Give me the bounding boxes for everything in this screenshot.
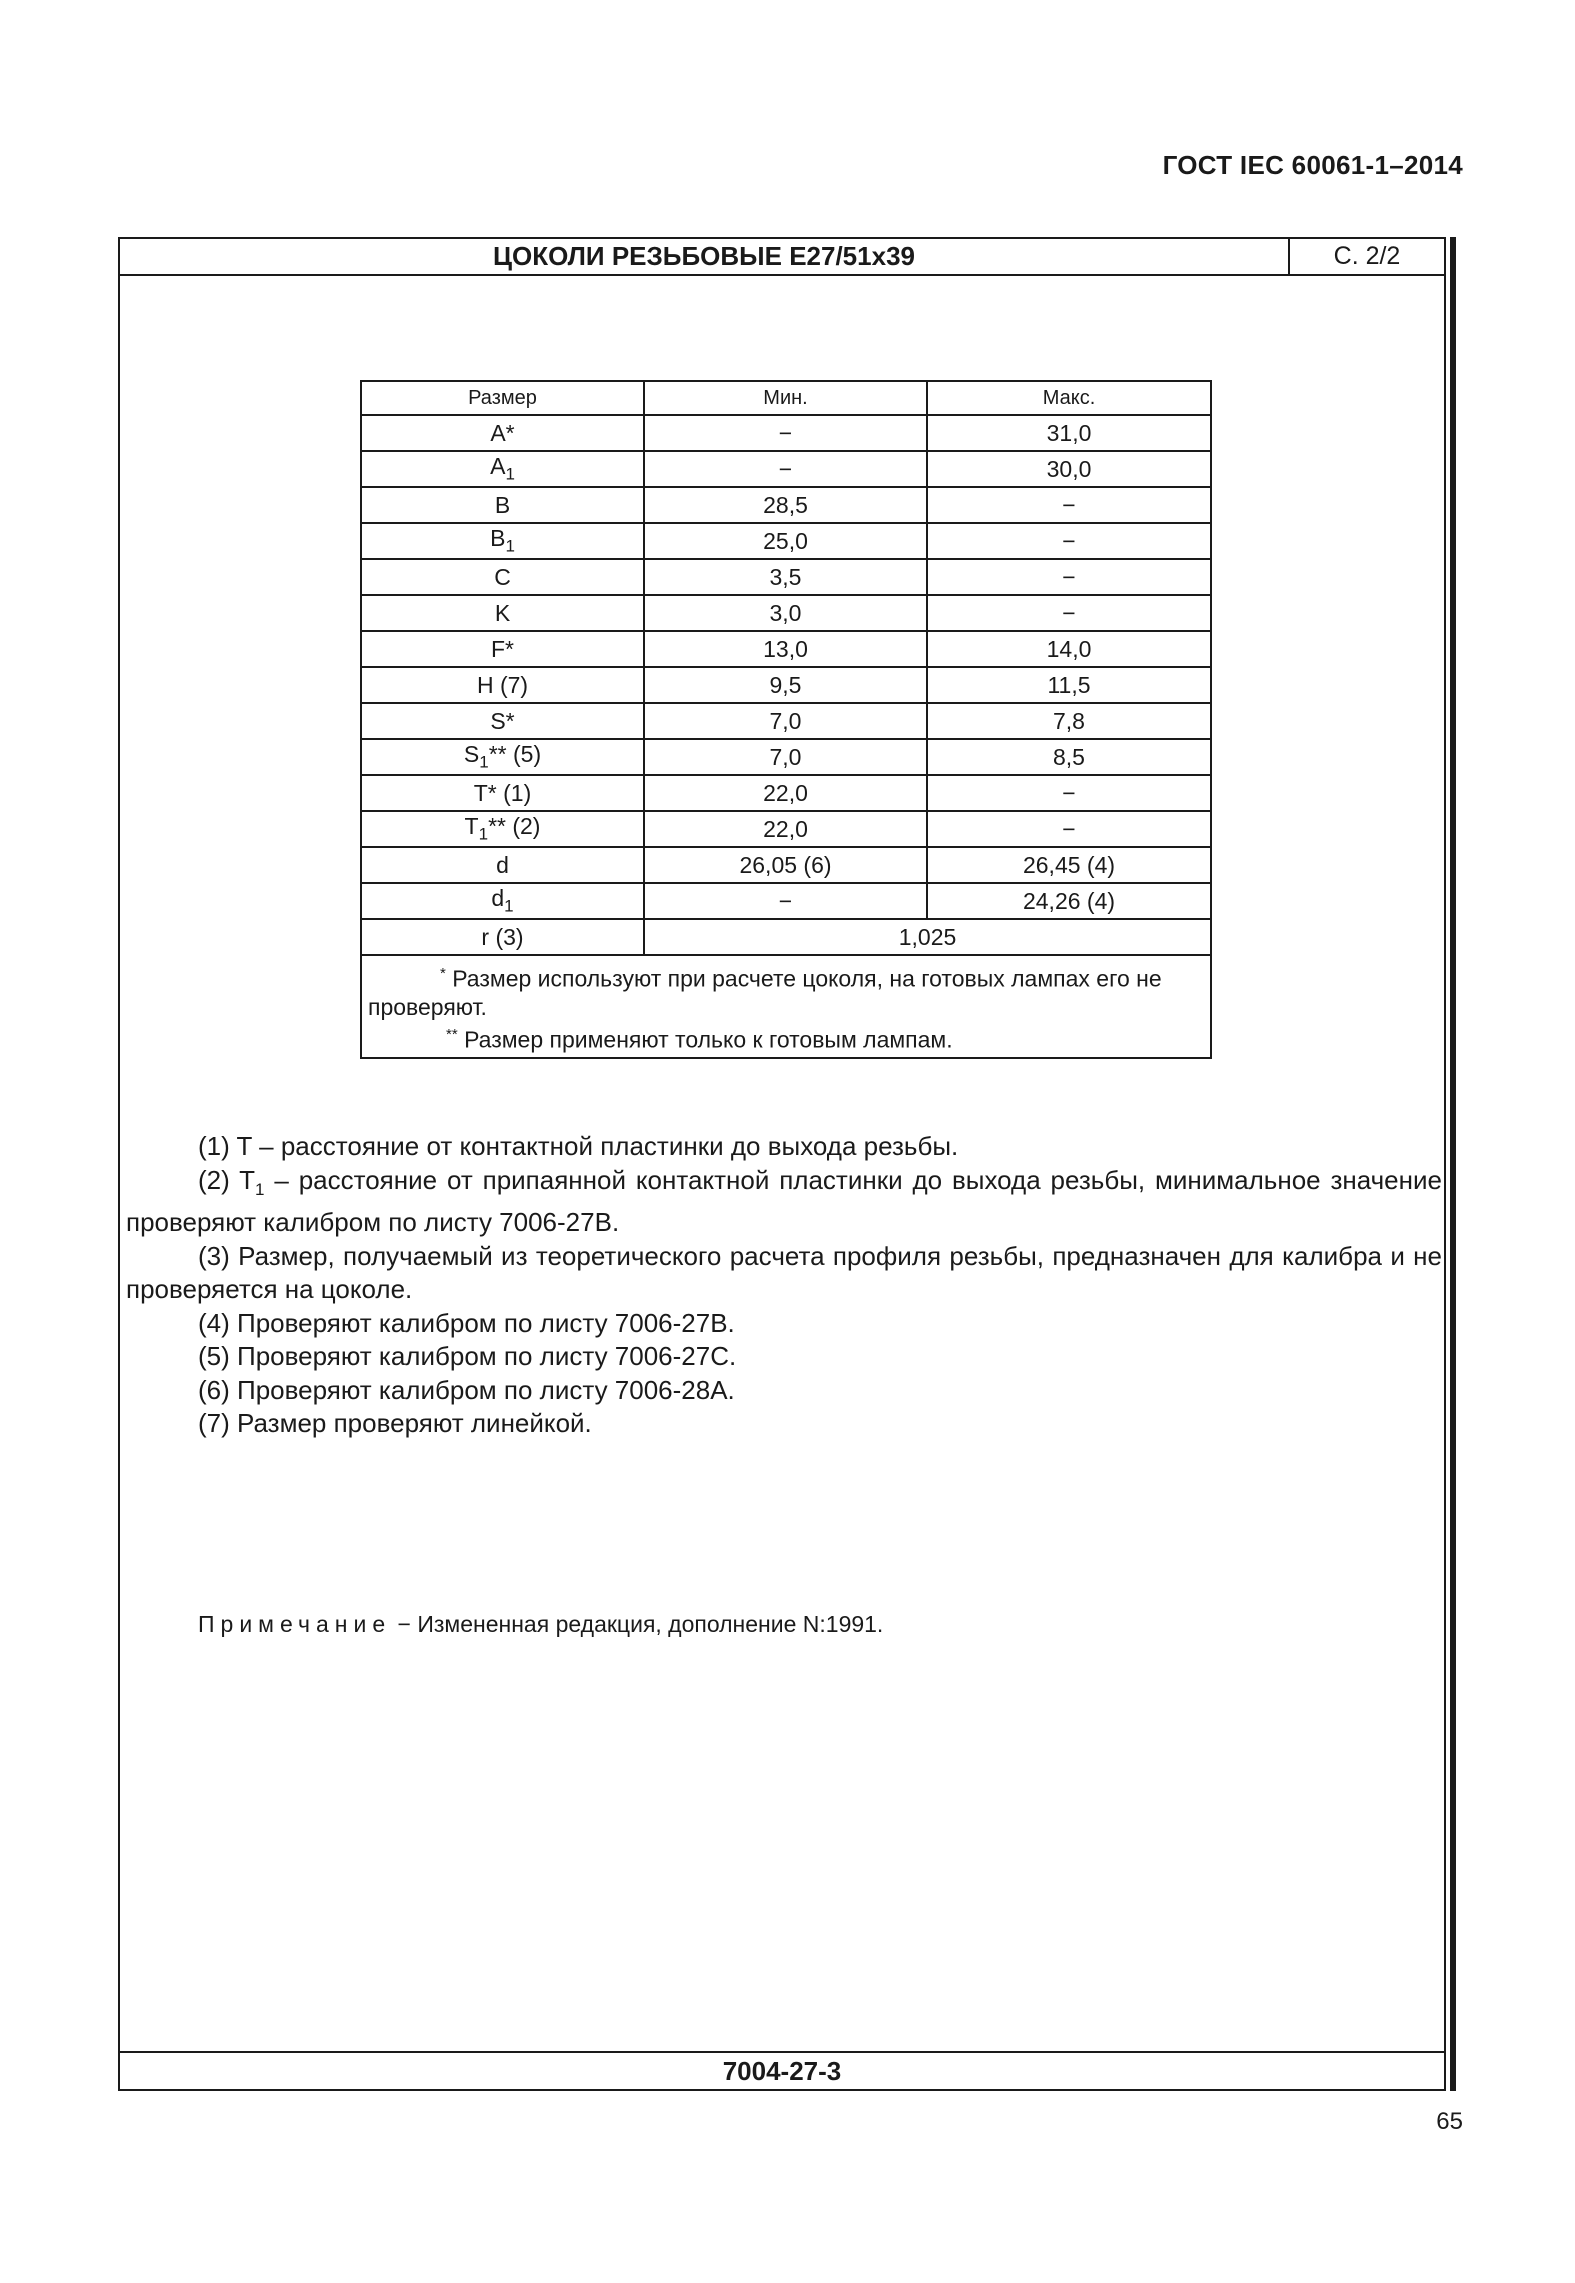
cell-max: − <box>927 559 1211 595</box>
cell-size-name: C <box>494 563 511 590</box>
cell-min: 25,0 <box>644 523 927 559</box>
cell-min: 7,0 <box>644 703 927 739</box>
footnote-2 <box>368 1021 1204 1054</box>
cell-size <box>361 523 644 559</box>
cell-max: 14,0 <box>927 631 1211 667</box>
frame-shadow-bar <box>1450 237 1456 2091</box>
standard-header: ГОСТ IEC 60061-1–2014 <box>1162 150 1463 180</box>
cell-size-name: A* <box>490 419 515 446</box>
cell-max: − <box>927 775 1211 811</box>
cell-size <box>361 883 644 919</box>
cell-size <box>361 739 644 775</box>
table-row <box>361 559 1211 595</box>
note-7: (7) Размер проверяют линейкой. <box>198 1408 592 1439</box>
table-row <box>361 739 1211 775</box>
cell-min: 22,0 <box>644 775 927 811</box>
cell-size <box>361 811 644 847</box>
table-footnotes-row <box>361 955 1211 1058</box>
drawing-frame <box>118 237 1446 2091</box>
table-row <box>361 523 1211 559</box>
sheet-number: С. 2/2 <box>1288 239 1444 274</box>
cell-size-name: H (7) <box>476 671 529 698</box>
note-2 <box>126 1164 1442 1240</box>
cell-max: 31,0 <box>927 415 1211 451</box>
cell-size <box>361 667 644 703</box>
cell-max: 7,8 <box>927 703 1211 739</box>
cell-min: 7,0 <box>644 739 927 775</box>
cell-min: 9,5 <box>644 667 927 703</box>
cell-size <box>361 847 644 883</box>
table-row <box>361 415 1211 451</box>
note-3: (3) Размер, получаемый из теоретического расчета профиля резьбы, предназначен для калибра и не проверяется на цоколе. <box>126 1240 1442 1305</box>
cell-max: − <box>927 487 1211 523</box>
cell-min: 3,5 <box>644 559 927 595</box>
footnote-1-text: Размер используют при расчете цоколя, на готовых лампах его не проверяют. <box>368 965 1162 1020</box>
cell-size-suffix: ** (2) <box>488 813 541 840</box>
cell-size-name: S* <box>490 707 515 734</box>
remark-text: − Измененная редакция, дополнение N:1991. <box>391 1611 884 1637</box>
note-4: (4) Проверяют калибром по листу 7006-27В. <box>198 1307 735 1338</box>
cell-size-name: B <box>490 525 506 552</box>
cell-max: 11,5 <box>927 667 1211 703</box>
cell-size-name: T* (1) <box>473 779 532 806</box>
cell-min: − <box>644 883 927 919</box>
cell-size <box>361 631 644 667</box>
sheet-code: 7004-27-3 <box>120 2051 1444 2089</box>
table-footnotes <box>361 955 1211 1058</box>
cell-min: − <box>644 415 927 451</box>
cell-size <box>361 451 644 487</box>
cell-size <box>361 487 644 523</box>
remark-label: Примечание <box>198 1611 392 1637</box>
note-6: (6) Проверяют калибром по листу 7006-28А. <box>198 1374 735 1405</box>
cell-size-name: d <box>496 851 509 878</box>
note-5: (5) Проверяют калибром по листу 7006-27С. <box>198 1341 737 1372</box>
cell-size-subscript: 1 <box>504 896 514 916</box>
cell-min: − <box>644 451 927 487</box>
remark <box>198 1611 883 1638</box>
cell-size <box>361 595 644 631</box>
note-2-prefix: (2) T <box>198 1164 256 1195</box>
cell-size-name: T <box>464 813 479 840</box>
table-row <box>361 811 1211 847</box>
cell-max: 26,45 (4) <box>927 847 1211 883</box>
cell-min: 28,5 <box>644 487 927 523</box>
page-number: 65 <box>1436 2108 1463 2135</box>
column-header-min: Мин. <box>644 381 927 415</box>
note-2-text: – расстояние от припаянной контактной пластинки до выхода резьбы, минимальное значение проверяют калибром по листу 7006-27В. <box>126 1164 1442 1238</box>
cell-max: − <box>927 811 1211 847</box>
cell-size-name: B <box>494 491 511 518</box>
cell-size-name: K <box>494 599 511 626</box>
footnote-2-mark: ** <box>446 1025 458 1043</box>
cell-min: 26,05 (6) <box>644 847 927 883</box>
cell-size <box>361 559 644 595</box>
cell-size-name: d <box>491 885 505 912</box>
cell-min: 13,0 <box>644 631 927 667</box>
notes-block <box>126 1130 1442 1441</box>
table-body <box>361 415 1211 919</box>
table-row <box>361 703 1211 739</box>
note-1: (1) T – расстояние от контактной пластинки до выхода резьбы. <box>198 1131 959 1161</box>
table-row <box>361 595 1211 631</box>
column-header-max: Макс. <box>927 381 1211 415</box>
cell-size-suffix: ** (5) <box>488 741 542 768</box>
table-row <box>361 667 1211 703</box>
column-header-size: Размер <box>361 381 644 415</box>
cell-size <box>361 703 644 739</box>
cell-size-name: F* <box>491 635 514 662</box>
dimensions-table <box>360 380 1212 1059</box>
cell-size-subscript: 1 <box>479 752 489 772</box>
cell-size-name: A <box>490 453 506 480</box>
cell-max: 24,26 (4) <box>927 883 1211 919</box>
cell-min: 22,0 <box>644 811 927 847</box>
footnote-1-mark: * <box>440 965 446 982</box>
cell-max: − <box>927 595 1211 631</box>
cell-max: 8,5 <box>927 739 1211 775</box>
table-row <box>361 883 1211 919</box>
cell-size: r (3) <box>361 919 644 955</box>
cell-max: − <box>927 523 1211 559</box>
cell-max: 30,0 <box>927 451 1211 487</box>
cell-size-subscript: 1 <box>478 824 489 844</box>
note-2-subscript: 1 <box>255 1179 265 1199</box>
cell-size-subscript: 1 <box>505 536 515 556</box>
cell-min: 3,0 <box>644 595 927 631</box>
table-row <box>361 631 1211 667</box>
table-header-row <box>361 381 1211 415</box>
table-row-r <box>361 919 1211 955</box>
table-row <box>361 847 1211 883</box>
table-row <box>361 775 1211 811</box>
title-row <box>120 239 1444 276</box>
cell-size-subscript: 1 <box>505 464 515 484</box>
cell-value: 1,025 <box>644 919 1211 955</box>
cell-size <box>361 415 644 451</box>
sheet-title: ЦОКОЛИ РЕЗЬБОВЫЕ Е27/51х39 <box>493 241 915 271</box>
footnote-1 <box>368 960 1204 1021</box>
table-row <box>361 487 1211 523</box>
cell-size <box>361 775 644 811</box>
cell-size-name: S <box>463 741 480 768</box>
footnote-2-text: Размер применяют только к готовым лампам. <box>464 1026 953 1053</box>
table-row <box>361 451 1211 487</box>
